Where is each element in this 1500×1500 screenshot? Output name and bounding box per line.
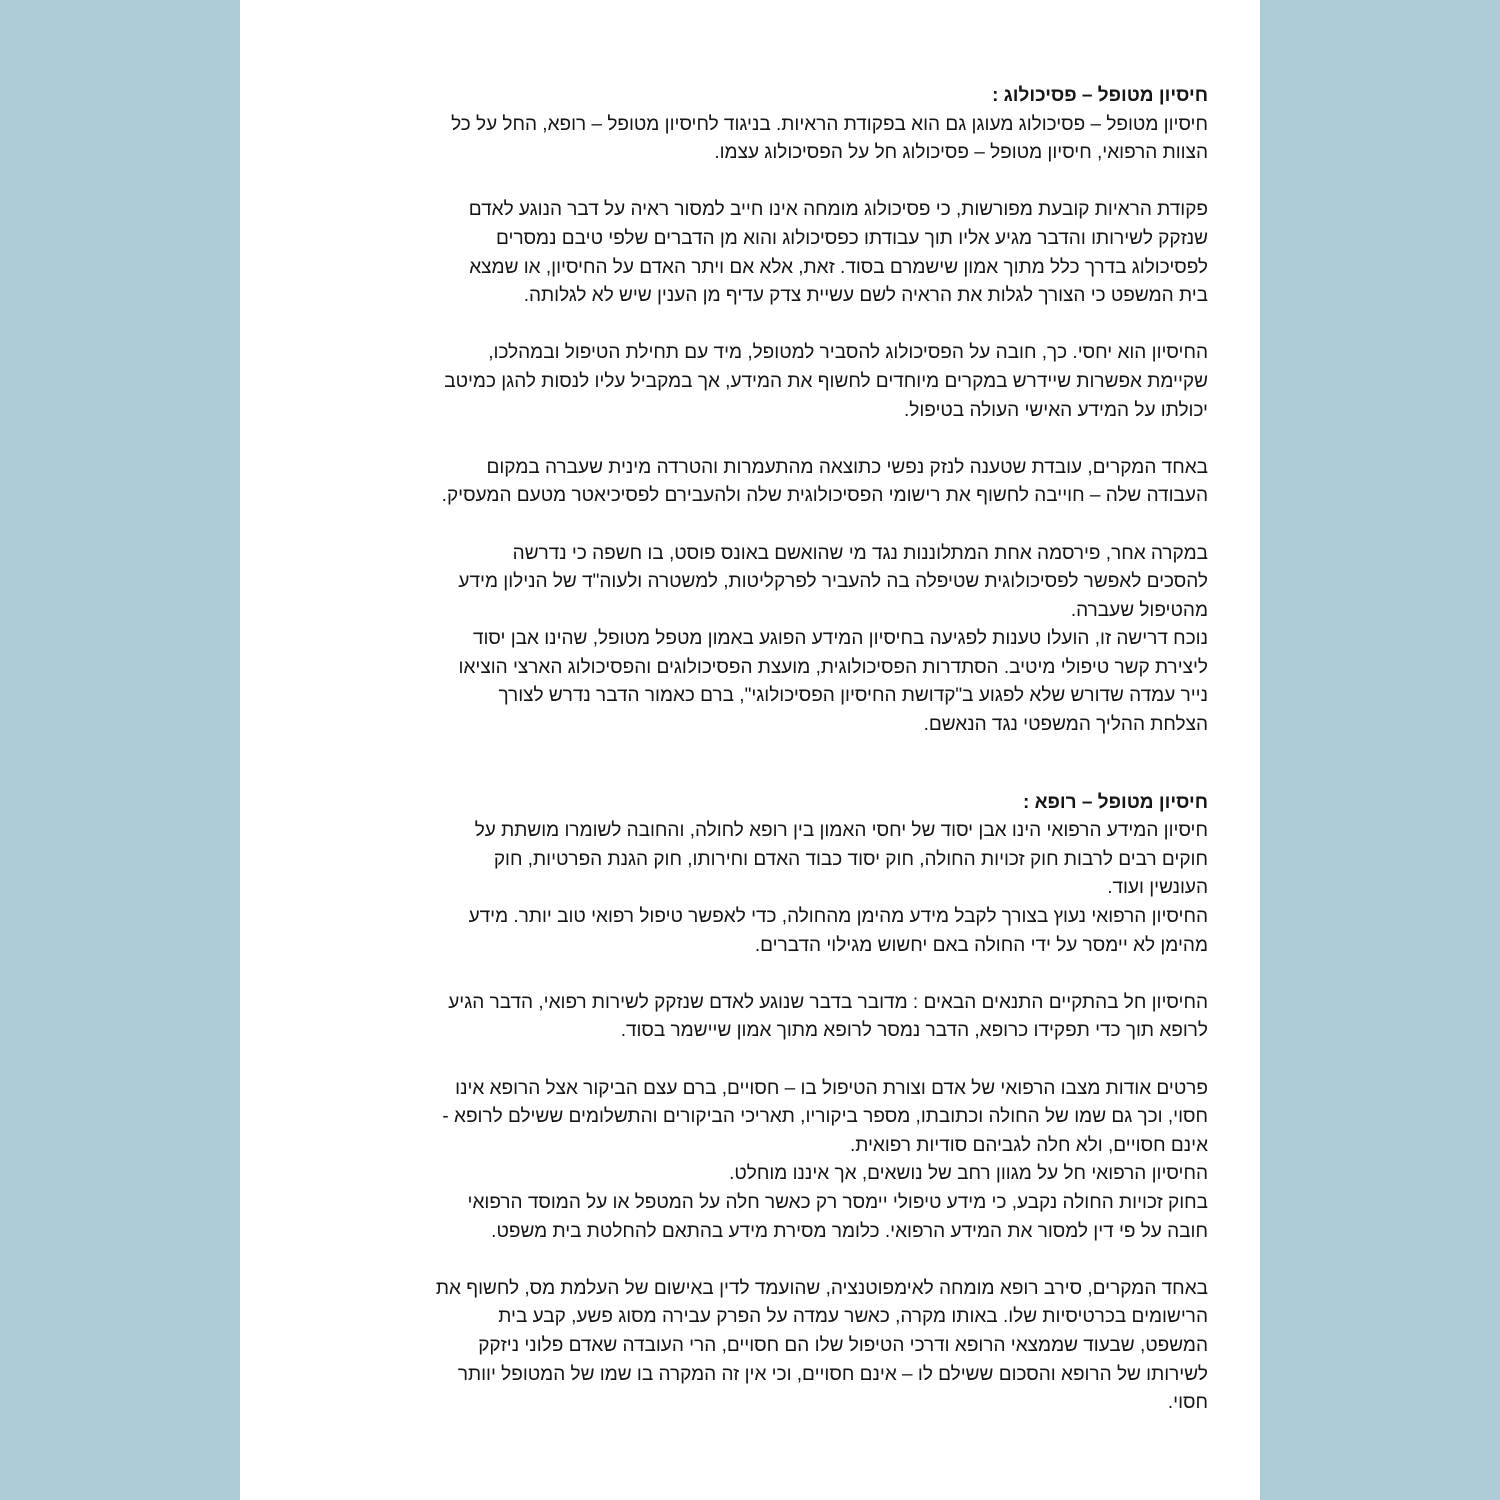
text-line: חוקים רבים לרבות חוק זכויות החולה, חוק יסוד כבוד האדם וחירותו, חוק הגנת הפרטיות, חוק bbox=[493, 848, 1208, 870]
text-line: מהטיפול שעברה. bbox=[1070, 599, 1208, 621]
text-line: העבודה שלה – חוייבה לחשוף את רישומי הפסיכולוגית שלה ולהעבירם לפסיכיאטר מטעם המעסיק. bbox=[441, 485, 1208, 507]
text-line: חסוי. bbox=[1167, 1392, 1208, 1414]
paragraph bbox=[328, 817, 1208, 960]
text-line: בית המשפט כי הצורך לגלות את הראיה לשם עשיית צדק עדיף מן הענין שיש לא לגלותה. bbox=[523, 285, 1208, 307]
text-line: נוכח דרישה זו, הועלו טענות לפגיעה בחיסיון המידע הפוגע באמון מטפל מטופל, שהינו אבן יסוד bbox=[472, 628, 1208, 650]
text-line: יכולתו על המידע האישי העולה בטיפול. bbox=[903, 399, 1208, 421]
text-line: ליצירת קשר טיפולי מיטיב. הסתדרות הפסיכולוגית, מועצת הפסיכולוגים והפסיכולוג הארצי הוציאו bbox=[458, 656, 1208, 678]
text-line: הצוות הרפואי, חיסיון מטופל – פסיכולוג חל על הפסיכולוג עצמו. bbox=[714, 142, 1208, 164]
paragraph bbox=[328, 540, 1208, 740]
text-line: המשפט, שבעוד שממצאי הרופא ודרכי הטיפול שלו הם חסויים, הרי העובדה שאדם פלוני ניזקק bbox=[478, 1334, 1208, 1356]
text-line: חיסיון המידע הרפואי הינו אבן יסוד של יחסי האמון בין רופא לחולה, והחובה לשומרו מושתת על bbox=[474, 820, 1208, 842]
text-line: החיסיון הוא יחסי. כך, חובה על הפסיכולוג להסביר למטופל, מיד עם תחילת הטיפול ובמהלכו, bbox=[488, 342, 1208, 364]
text-line: חסוי, וכך גם שמו של החולה וכתובתו, מספר ביקוריו, תאריכי הביקורים והתשלומים ששילם לרופא - bbox=[442, 1106, 1208, 1128]
section-heading-doctor: חיסיון מטופל – רופא : bbox=[1022, 791, 1208, 813]
paragraph bbox=[328, 1075, 1208, 1247]
text-line: נייר עמדה שדורש שלא לפגוע ב"קדושת החיסיון הפסיכולוגי", ברם כאמור הדבר נדרש לצורך bbox=[498, 685, 1208, 707]
paragraph bbox=[328, 989, 1208, 1046]
paragraph bbox=[328, 1275, 1208, 1418]
paragraph bbox=[328, 196, 1208, 310]
text-line: פקודת הראיות קובעת מפורשות, כי פסיכולוג מומחה אינו חייב למסור ראיה על דבר הנוגע לאדם bbox=[468, 199, 1208, 221]
text-line: הצלחת ההליך המשפטי נגד הנאשם. bbox=[923, 714, 1208, 736]
text-line: פרטים אודות מצבו הרפואי של אדם וצורת הטיפול בו – חסויים, ברם עצם הביקור אצל הרופא אינו bbox=[455, 1077, 1208, 1099]
text-line: לשירותו של הרופא והסכום ששילם לו – אינם חסויים, וכי אין זה המקרה בו שמו של המטופל יוותר bbox=[457, 1363, 1208, 1385]
text-line: לפסיכולוג בדרך כלל מתוך אמון שישמרם בסוד. זאת, אלא אם ויתר האדם על החיסיון, או שמצא bbox=[469, 256, 1208, 278]
section-heading-psychologist: חיסיון מטופל – פסיכולוג : bbox=[992, 85, 1208, 106]
text-line: חובה על פי דין למסור את המידע הרפואי. כלומר מסירת מידע בהתאם להחלטת בית משפט. bbox=[491, 1220, 1208, 1242]
document-body bbox=[328, 82, 1208, 1418]
text-line: לרופא תוך כדי תפקידו כרופא, הדבר נמסר לרופא מתוך אמון שיישמר בסוד. bbox=[620, 1020, 1208, 1042]
text-line: חיסיון מטופל – פסיכולוג מעוגן גם הוא בפקודת הראיות. בניגוד לחיסיון מטופל – רופא, החל על כל bbox=[451, 113, 1208, 135]
text-line: בחוק זכויות החולה נקבע, כי מידע טיפולי יימסר רק כאשר חלה על המטפל או על המוסד הרפואי bbox=[467, 1191, 1208, 1213]
text-line: להסכים לאפשר לפסיכולוגית שטיפלה בה להעביר לפרקליטות, למשטרה ולעוה"ד של הנילון מידע bbox=[458, 571, 1208, 593]
paragraph bbox=[328, 339, 1208, 425]
text-line: העונשין ועוד. bbox=[1107, 877, 1208, 899]
text-line: אינם חסויים, ולא חלה לגביהם סודיות רפואית. bbox=[849, 1134, 1208, 1156]
text-line: באחד המקרים, סירב רופא מומחה לאימפוטנציה, שהועמד לדין באישום של העלמת מס, לחשוף את bbox=[435, 1277, 1208, 1299]
text-line: מהימן לא יימסר על ידי החולה באם יחשוש מגילוי הדברים. bbox=[754, 934, 1208, 956]
paragraph bbox=[328, 454, 1208, 511]
text-line: באחד המקרים, עובדת שטענה לנזק נפשי כתוצאה מהתעמרות והטרדה מינית שעברה במקום bbox=[486, 456, 1208, 478]
paragraph bbox=[328, 111, 1208, 168]
text-line: החיסיון הרפואי חל על מגוון רחב של נושאים, אך איננו מוחלט. bbox=[729, 1163, 1208, 1185]
text-line: במקרה אחר, פירסמה אחת המתלוננות נגד מי שהואשם באונס פוסט, בו חשפה כי נדרשה bbox=[512, 542, 1208, 564]
text-line: הרישומים בכרטיסיות שלו. באותו מקרה, כאשר עמדה על הפרק עבירה מסוג פשע, קבע בית bbox=[498, 1306, 1208, 1328]
text-line: שקיימת אפשרות שיידרש במקרים מיוחדים לחשוף את המידע, אך במקביל עליו לנסות להגן כמיטב bbox=[444, 370, 1208, 392]
text-line: החיסיון חל בהתקיים התנאים הבאים : מדובר בדבר שנוגע לאדם שנזקק לשירות רפואי, הדבר הגיע bbox=[448, 991, 1208, 1013]
text-line: החיסיון הרפואי נעוץ בצורך לקבל מידע מהימן מהחולה, כדי לאפשר טיפול רפואי טוב יותר. מידע bbox=[468, 906, 1208, 928]
text-line: שנזקק לשירותו והדבר מגיע אליו תוך עבודתו כפסיכולוג והוא מן הדברים שלפי טיבם נמסרים bbox=[496, 227, 1208, 249]
